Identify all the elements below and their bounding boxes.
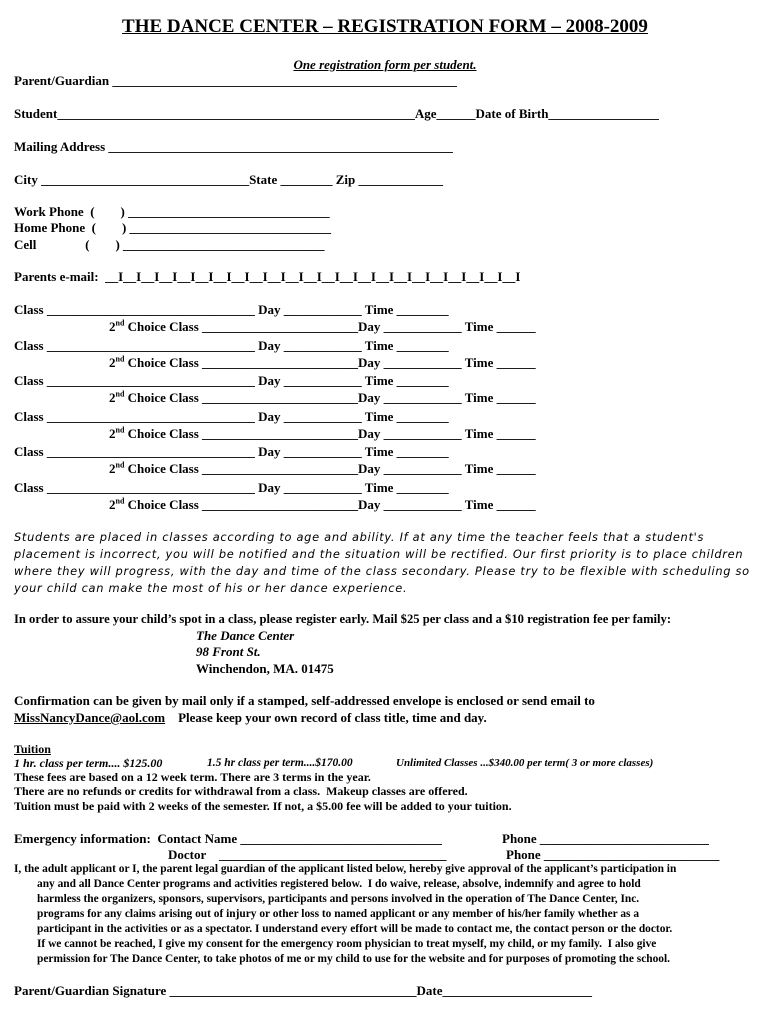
- cell-phone-field[interactable]: Cell ( ) _______________________________: [14, 237, 325, 252]
- second-choice-text: Choice Class ________________________Day ____________ Time ______: [124, 497, 536, 512]
- second-choice-line[interactable]: [109, 390, 536, 406]
- register-early-text: In order to assure your child’s spot in a class, please register early. Mail $25 per class and a $10 registration fee per family:: [14, 612, 672, 626]
- class-line[interactable]: Class ________________________________ Day ____________ Time ________: [14, 302, 449, 317]
- parent-guardian-field[interactable]: Parent/Guardian _____________________________________________________: [14, 73, 457, 88]
- placement-note-line: your child can make the most of his or her dance experience.: [14, 581, 408, 595]
- waiver-line: If we cannot be reached, I give my consent for the emergency room physician to treat myself, my child, or my family. I also give: [37, 938, 657, 950]
- ordinal-number: 2: [109, 461, 116, 476]
- tuition-rate-1-5hr: 1.5 hr class per term....$170.00: [207, 757, 353, 769]
- waiver-line: permission for The Dance Center, to take photos of me or my child to use for the website and for purposes of promoting the school.: [37, 953, 671, 965]
- ordinal-suffix: nd: [115, 460, 125, 470]
- second-choice-line[interactable]: [109, 497, 536, 513]
- second-choice-line[interactable]: [109, 461, 536, 477]
- ordinal-number: 2: [109, 426, 116, 441]
- confirmation-text: Confirmation can be given by mail only if a stamped, self-addressed envelope is enclosed or send email to: [14, 693, 595, 708]
- parents-email-field[interactable]: Parents e-mail: __I__I__I__I__I__I__I__I__I__I__I__I__I__I__I__I__I__I__I__I__I__I__I: [14, 269, 521, 284]
- waiver-line: any and all Dance Center programs and activities registered below. I do waive, release, absolve, indemnify and agree to hold: [37, 878, 641, 890]
- second-choice-line[interactable]: [109, 319, 536, 335]
- ordinal-number: 2: [109, 390, 116, 405]
- tuition-rate-unlimited: Unlimited Classes ...$340.00 per term( 3 or more classes): [396, 757, 654, 769]
- mailing-address-field[interactable]: Mailing Address _____________________________________________________: [14, 139, 453, 154]
- class-line[interactable]: Class ________________________________ Day ____________ Time ________: [14, 338, 449, 353]
- placement-note-line: where they will progress, with the day and time of the class secondary. Please try to be flexible with scheduling so: [14, 564, 750, 578]
- doctor-field[interactable]: Doctor ___________________________________: [168, 847, 447, 862]
- address-street: 98 Front St.: [196, 644, 261, 659]
- signature-field[interactable]: Parent/Guardian Signature ______________________________________Date_______________________: [14, 983, 593, 998]
- waiver-line: participant in the activities or as a spectator. I understand every effort will be made to contact me, the contact person or the doctor.: [37, 923, 673, 935]
- class-line[interactable]: Class ________________________________ Day ____________ Time ________: [14, 373, 449, 388]
- class-line[interactable]: Class ________________________________ Day ____________ Time ________: [14, 444, 449, 459]
- second-choice-text: Choice Class ________________________Day ____________ Time ______: [124, 355, 536, 370]
- class-line[interactable]: Class ________________________________ Day ____________ Time ________: [14, 480, 449, 495]
- form-subtitle: One registration form per student.: [293, 57, 477, 72]
- address-city: Winchendon, MA. 01475: [196, 661, 334, 676]
- second-choice-text: Choice Class ________________________Day ____________ Time ______: [124, 319, 536, 334]
- waiver-line: I, the adult applicant or I, the parent legal guardian of the applicant listed below, hereby give approval of the applicant’s participation in: [14, 863, 677, 875]
- emergency-contact-phone-field[interactable]: Phone __________________________: [502, 831, 709, 846]
- ordinal-suffix: nd: [115, 318, 125, 328]
- ordinal-number: 2: [109, 319, 116, 334]
- tuition-rate-1hr: 1 hr. class per term.... $125.00: [14, 756, 163, 770]
- ordinal-suffix: nd: [115, 425, 125, 435]
- second-choice-line[interactable]: [109, 355, 536, 371]
- tuition-late-fee: Tuition must be paid with 2 weeks of the semester. If not, a $5.00 fee will be added to your tuition.: [14, 799, 512, 813]
- waiver-line: programs for any claims arising out of injury or other loss to named applicant or any member of his/her family whether as a: [37, 908, 640, 920]
- second-choice-text: Choice Class ________________________Day ____________ Time ______: [124, 390, 536, 405]
- tuition-refund-policy: There are no refunds or credits for withdrawal from a class. Makeup classes are offered.: [14, 784, 468, 798]
- address-name: The Dance Center: [196, 628, 295, 643]
- city-state-zip-field[interactable]: City ________________________________State ________ Zip _____________: [14, 172, 443, 187]
- class-line[interactable]: Class ________________________________ Day ____________ Time ________: [14, 409, 449, 424]
- tuition-heading: Tuition: [14, 742, 51, 756]
- ordinal-suffix: nd: [115, 389, 125, 399]
- student-field[interactable]: Student_______________________________________________________Age______Date of Birth_________________: [14, 106, 659, 121]
- ordinal-suffix: nd: [115, 354, 125, 364]
- ordinal-number: 2: [109, 497, 116, 512]
- work-phone-field[interactable]: Work Phone ( ) _______________________________: [14, 204, 330, 219]
- placement-note-line: placement is incorrect, you will be notified and the situation will be rectified. Our first priority is to place children: [14, 547, 744, 561]
- waiver-line: harmless the organizers, sponsors, supervisors, participants and persons involved in the operation of The Dance Center, Inc.: [37, 893, 640, 905]
- doctor-phone-field[interactable]: Phone ___________________________: [506, 847, 720, 862]
- home-phone-field[interactable]: Home Phone ( ) _______________________________: [14, 220, 332, 235]
- confirmation-line-2: [14, 710, 487, 726]
- tuition-term-info: These fees are based on a 12 week term. There are 3 terms in the year.: [14, 770, 371, 784]
- second-choice-line[interactable]: [109, 426, 536, 442]
- placement-note-line: Students are placed in classes according to age and ability. If at any time the teacher feels that a student's: [14, 530, 705, 544]
- form-title: THE DANCE CENTER – REGISTRATION FORM – 2008-2009: [122, 16, 648, 37]
- record-keeping-note: Please keep your own record of class title, time and day.: [165, 710, 487, 725]
- second-choice-text: Choice Class ________________________Day ____________ Time ______: [124, 426, 536, 441]
- ordinal-suffix: nd: [115, 496, 125, 506]
- emergency-contact-field[interactable]: Emergency information: Contact Name _______________________________: [14, 831, 442, 846]
- contact-email-link[interactable]: MissNancyDance@aol.com: [14, 710, 166, 725]
- second-choice-text: Choice Class ________________________Day ____________ Time ______: [124, 461, 536, 476]
- ordinal-number: 2: [109, 355, 116, 370]
